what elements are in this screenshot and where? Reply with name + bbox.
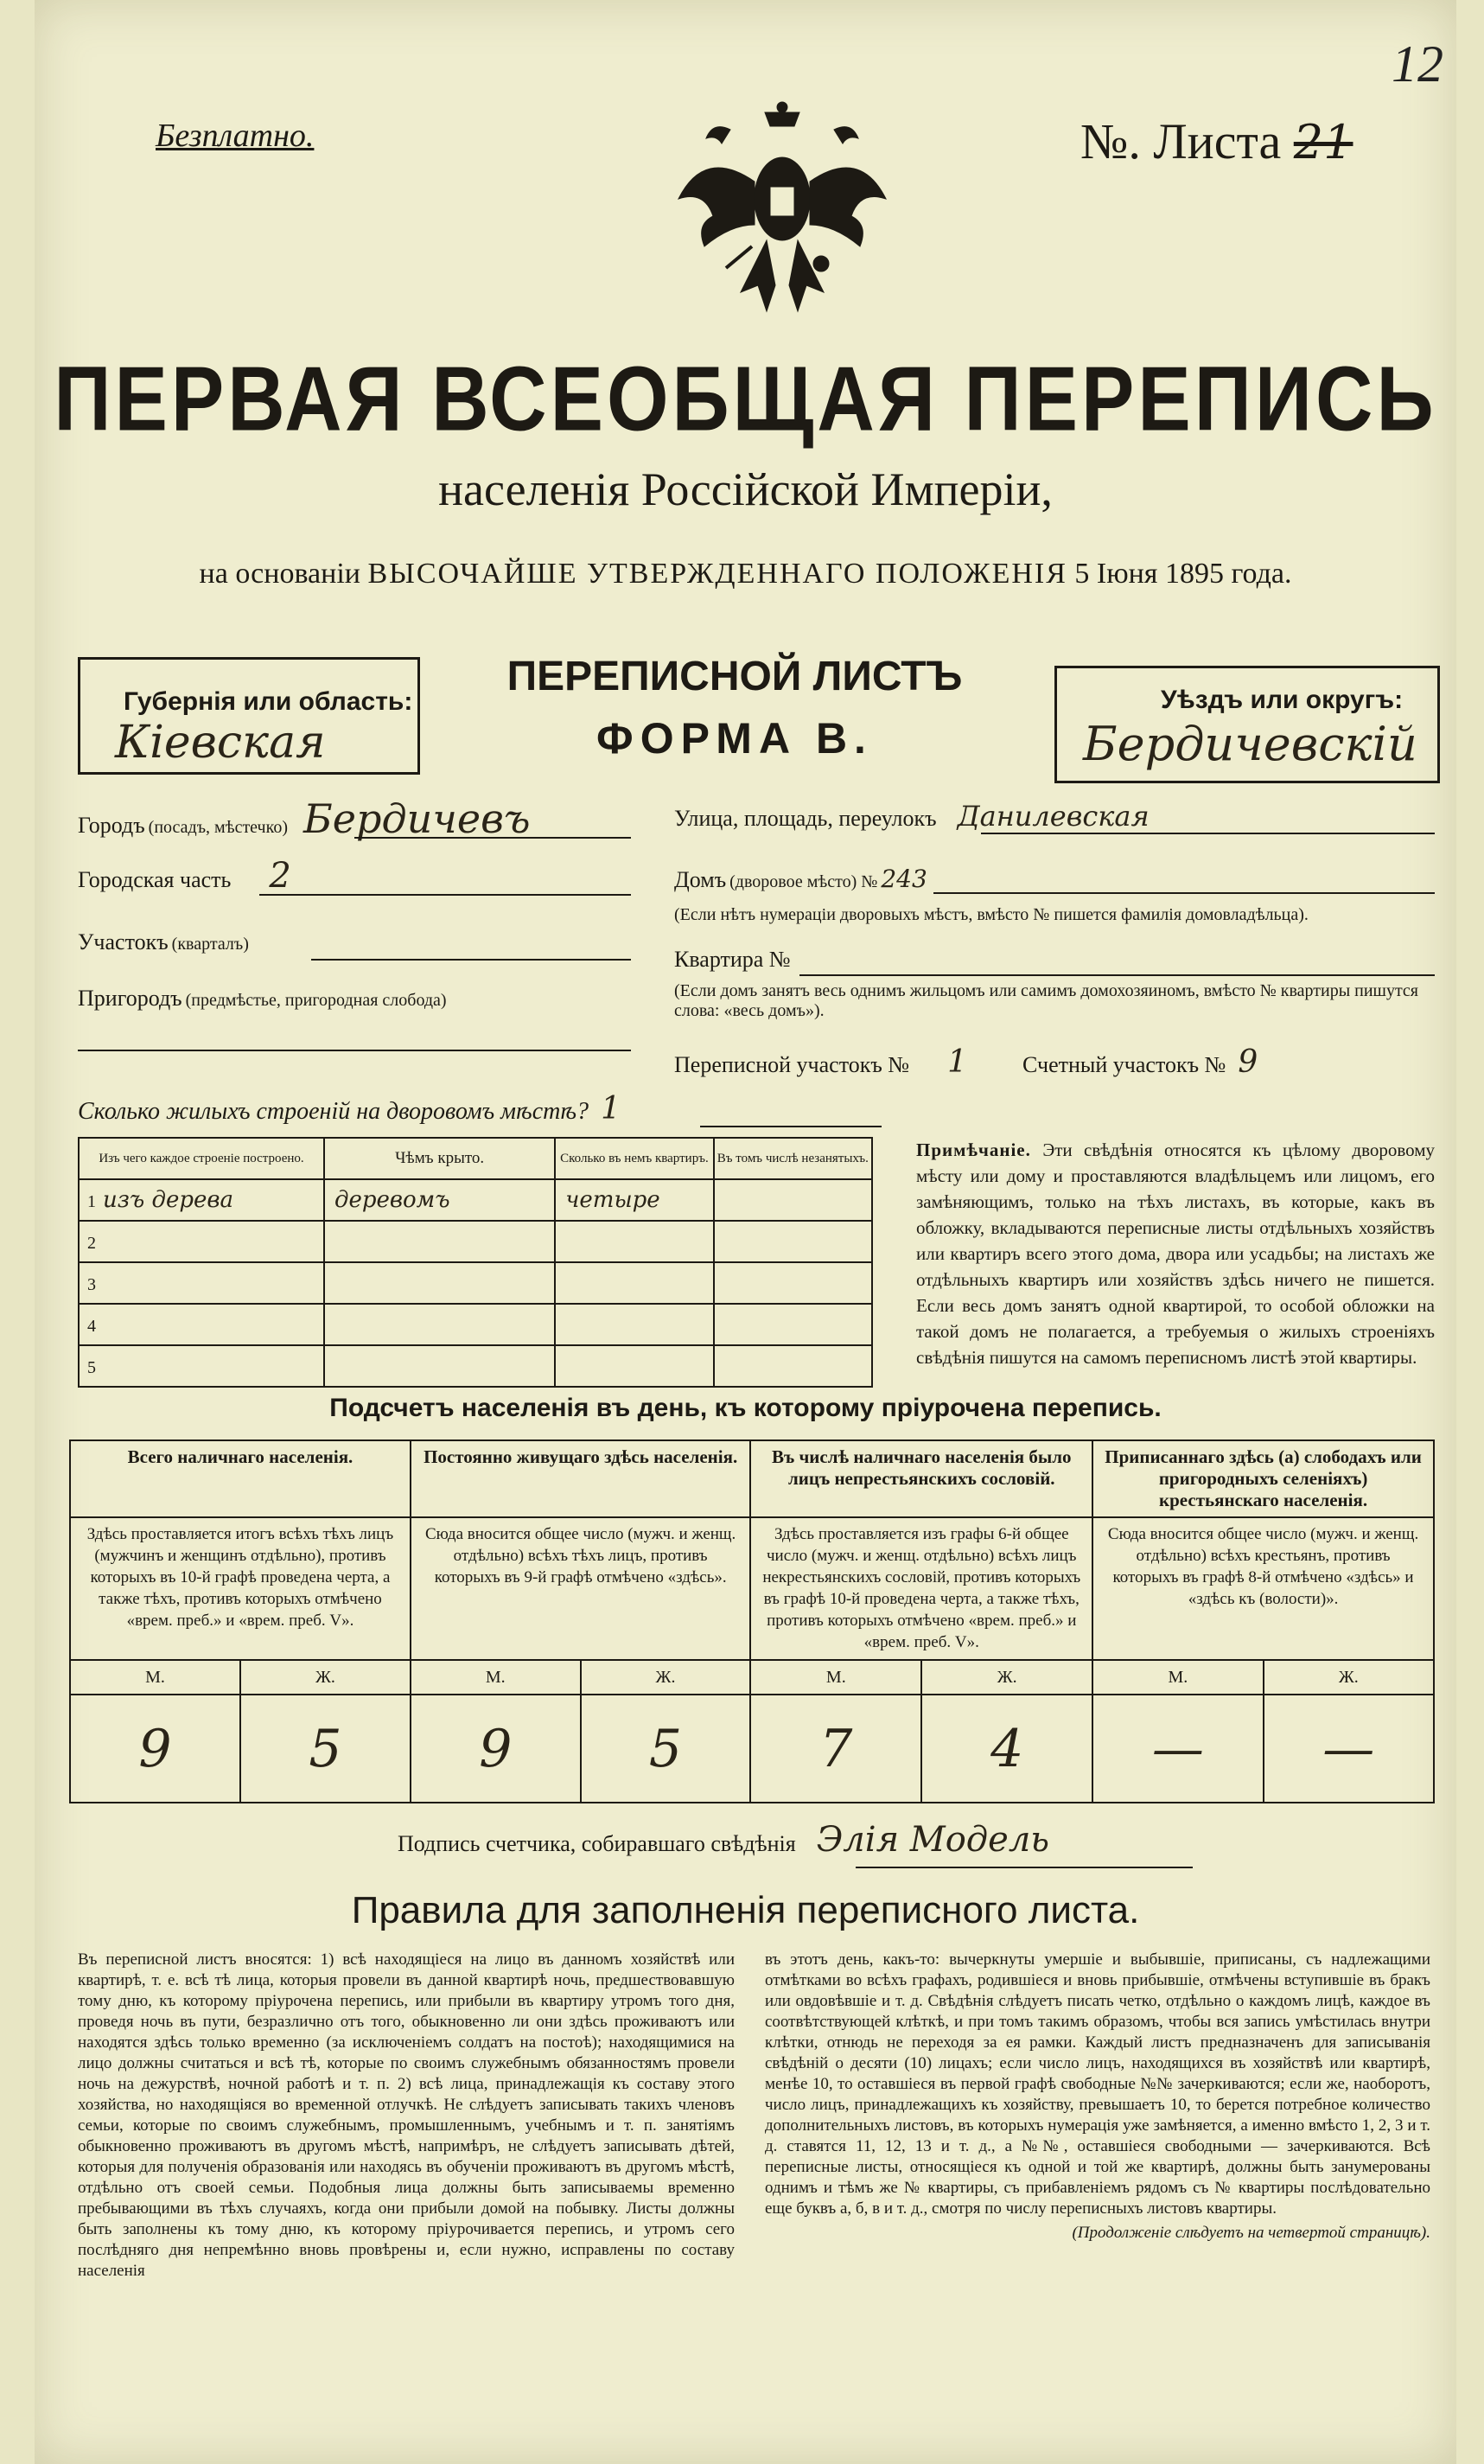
female-count: 5 xyxy=(240,1695,411,1803)
buildings-header: Сколько въ немъ квартиръ. xyxy=(555,1138,713,1179)
female-label: Ж. xyxy=(921,1660,1092,1695)
main-title: ПЕРВАЯ ВСЕОБЩАЯ ПЕРЕПИСЬ xyxy=(54,348,1437,450)
material-value: изъ дерева xyxy=(103,1187,234,1213)
city-field: Городъ (посадъ, мѣстечко) Бердичевъ xyxy=(78,795,631,842)
district-value: Бердичевскій xyxy=(1083,717,1417,771)
house-field: Домъ (дворовое мѣсто) № 243 (Если нѣтъ нумераціи дворовыхъ мѣстъ, вмѣсто № пишется фамилія домовладѣльца). xyxy=(674,865,1435,925)
street-value: Данилевская xyxy=(957,800,1150,833)
row-number: 3 xyxy=(87,1275,96,1294)
province-value: Кіевская xyxy=(115,717,326,769)
count-title: Подсчетъ населенія въ день, къ которому пріурочена перепись. xyxy=(329,1394,1162,1422)
male-count: — xyxy=(1092,1695,1263,1803)
count-column-description: Здѣсь проставляется изъ графы 6-й общее число (мужч. и женщ. отдѣльно) всѣхъ лицъ некрестьянскихъ сословій, противъ которыхъ въ графѣ 10-й проведена черта, а также тѣхъ, противъ которыхъ отмѣчено «врем. преб.» и «врем. преб. V». xyxy=(750,1517,1092,1660)
sheet-number-label: №. Листа xyxy=(1080,113,1282,169)
roof-value: деревомъ xyxy=(334,1187,450,1213)
imperial-eagle-emblem xyxy=(670,95,895,320)
subtitle: населенія Россійской Имперіи, xyxy=(438,463,1053,515)
city-value: Бердичевъ xyxy=(303,795,531,842)
population-count-table xyxy=(69,1439,1435,1803)
male-label: М. xyxy=(411,1660,581,1695)
enumerator-signature: Элія Модель xyxy=(816,1820,1050,1860)
female-count: 5 xyxy=(581,1695,751,1803)
female-count: — xyxy=(1264,1695,1434,1803)
city-part-value: 2 xyxy=(269,856,291,896)
buildings-answer: 1 xyxy=(601,1091,621,1127)
count-column-header: Постоянно живущаго здѣсь населенія. xyxy=(411,1440,750,1517)
legal-basis: на основаніи ВЫСОЧАЙШЕ УТВЕРЖДЕННАГО ПОЛОЖЕНІЯ 5 Іюня 1895 года. xyxy=(199,558,1292,590)
corner-mark: 12 xyxy=(1392,35,1443,93)
count-column-description: Сюда вносится общее число (мужч. и женщ. отдѣльно) всѣхъ крестьянъ, противъ которыхъ въ графѣ 8-й отмѣчено «здѣсь» и «здѣсь къ (волости)». xyxy=(1092,1517,1434,1660)
count-district-value: 9 xyxy=(1238,1044,1258,1080)
census-district-value: 1 xyxy=(947,1044,968,1080)
house-hint: (Если нѣтъ нумераціи дворовыхъ мѣстъ, вмѣсто № пишется фамилія домовладѣльца). xyxy=(674,905,1309,924)
female-label: Ж. xyxy=(240,1660,411,1695)
male-count: 9 xyxy=(411,1695,581,1803)
district-box xyxy=(1054,666,1440,783)
row-number: 2 xyxy=(87,1234,96,1253)
male-label: М. xyxy=(750,1660,921,1695)
suburb-field: Пригородъ (предмѣстье, пригородная слобода) xyxy=(78,986,631,1012)
note-text: Эти свѣдѣнія относятся къ цѣлому дворовому мѣсту или дому и проставляются владѣльцемъ или лицомъ, его замѣняющимъ, только на тѣхъ листахъ, въ которые, какъ въ обложку, вкладываются переписные листы отдѣльныхъ хозяйствъ или квартиръ всего этого дома, двора или усадьбы; на листахъ же отдѣльныхъ квартиръ или хозяйствъ здѣсь ничего не пишется. Если весь домъ занятъ одной квартирой, то особой обложки на такой домъ не полагается, а требуемыя о жилыхъ строеніяхъ свѣдѣнія пишутся на самомъ переписномъ листѣ этой квартиры. xyxy=(916,1139,1436,1368)
count-column-description: Сюда вносится общее число (мужч. и женщ. отдѣльно) всѣхъ тѣхъ лицъ, противъ которыхъ въ 9-й графѣ отмѣчено «здѣсь». xyxy=(411,1517,750,1660)
buildings-header: Въ томъ числѣ незанятыхъ. xyxy=(714,1138,872,1179)
province-label: Губернія или область: xyxy=(124,687,413,716)
house-value: 243 xyxy=(881,865,927,893)
free-label: Безплатно. xyxy=(156,118,315,154)
district-numbers: Переписной участокъ № 1 Счетный участокъ № 9 xyxy=(674,1044,1258,1080)
female-count: 4 xyxy=(921,1695,1092,1803)
male-count: 9 xyxy=(70,1695,240,1803)
count-column-header: Приписаннаго здѣсь (а) слободахъ или пригородныхъ селеніяхъ) крестьянскаго населенія. xyxy=(1092,1440,1434,1517)
street-field: Улица, площадь, переулокъ Данилевская xyxy=(674,800,1435,833)
district-label: Уѣздъ или округъ: xyxy=(1161,686,1404,714)
form-title: ПЕРЕПИСНОЙ ЛИСТЪ xyxy=(506,654,963,699)
signature-field: Подпись счетчика, собиравшаго свѣдѣнія Элія Модель xyxy=(398,1820,1435,1860)
province-box xyxy=(78,657,420,775)
city-part-field: Городская часть 2 xyxy=(78,856,631,896)
buildings-row xyxy=(79,1345,872,1387)
male-count: 7 xyxy=(750,1695,921,1803)
sheet-number xyxy=(1080,112,1353,170)
rules-continued: (Продолженіе слѣдуетъ на четвертой страницѣ). xyxy=(1072,2224,1430,2242)
buildings-row xyxy=(79,1179,872,1221)
row-number: 4 xyxy=(87,1317,96,1336)
plot-field: Участокъ (кварталъ) xyxy=(78,929,631,955)
male-label: М. xyxy=(70,1660,240,1695)
note xyxy=(916,1137,1435,1370)
row-number: 1 xyxy=(87,1192,96,1211)
rules-title: Правила для заполненія переписного листа. xyxy=(351,1889,1140,1931)
count-column-description: Здѣсь проставляется итогъ всѣхъ тѣхъ лицъ (мужчинъ и женщинъ отдѣльно), противъ которыхъ въ 10-й графѣ проведена черта, а также тѣхъ, противъ которыхъ отмѣчено «врем. преб.» и «врем. преб. V». xyxy=(70,1517,411,1660)
rules-right-column: въ этотъ день, какъ-то: вычеркнуты умершіе и выбывшіе, приписаны, съ надлежащими отмѣтками во всѣхъ графахъ, родившіеся и вновь прибывшіе, отмѣчены вступившіе въ бракъ или овдовѣвшіе и т. д. Свѣдѣнія слѣдуетъ писать четко, отдѣльно о каждомъ лицѣ, каждое въ соотвѣтствующей клѣткѣ, и при томъ такимъ образомъ, чтобы вся запись умѣстилась внутри клѣтки, отнюдь не переходя за ея рамки. Каждый листъ предназначенъ для записыванія свѣдѣній о десяти (10) лицахъ; если число лицъ, находящихся въ хозяйствѣ или квартирѣ, менѣе 10, то оставшіеся въ первой графѣ свободные №№ зачеркиваются; если же, наоборотъ, число лицъ, принадлежащихъ къ хозяйству, превышаетъ 10, то берется потребное количество дополнительныхъ листовъ, въ которыхъ нумерація уже замѣняется, а именно вмѣсто 1, 2, 3 и т. д. ставятся 11, 12, 13 и т. д., а №№, оставшіеся свободными — зачеркиваются. Всѣ переписные листы, относящіеся къ одной и той же квартирѣ, должны быть занумерованы однимъ и тѣмъ же № квартиры, съ прибавленіемъ рядомъ съ № квартиры послѣдовательно еще буквъ а, б, в и т. д., смотря по числу переписныхъ листовъ квартиры. (Продолженіе слѣдуетъ на четвертой страницѣ). xyxy=(765,1950,1430,2242)
female-label: Ж. xyxy=(1264,1660,1434,1695)
apartment-hint: (Если домъ занятъ весь однимъ жильцомъ или самимъ домохозяиномъ, вмѣсто № квартиры пишутся слова: «весь домъ»). xyxy=(674,981,1419,1020)
buildings-row xyxy=(79,1221,872,1262)
count-column-header: Всего наличнаго населенія. xyxy=(70,1440,411,1517)
census-sheet xyxy=(35,0,1456,2464)
form-subtitle: ФОРМА В. xyxy=(596,714,873,763)
count-column-header: Въ числѣ наличнаго населенія было лицъ непрестьянскихъ сословій. xyxy=(750,1440,1092,1517)
female-label: Ж. xyxy=(581,1660,751,1695)
buildings-header: Чѣмъ крыто. xyxy=(324,1138,555,1179)
buildings-question: Сколько жилыхъ строеній на дворовомъ мѣстѣ? 1 xyxy=(78,1091,882,1127)
buildings-header: Изъ чего каждое строеніе построено. xyxy=(79,1138,324,1179)
apartments-value: четыре xyxy=(565,1187,660,1213)
apartment-field: Квартира № (Если домъ занятъ весь однимъ жильцомъ или самимъ домохозяиномъ, вмѣсто № квартиры пишутся слова: «весь домъ»). xyxy=(674,947,1435,1021)
sheet-number-value: 21 xyxy=(1293,115,1353,169)
rules-left-column: Въ переписной листъ вносятся: 1) всѣ находящіеся на лицо въ данномъ хозяйствѣ или квартирѣ, т. е. всѣ тѣ лица, которыя провели въ данной квартирѣ ночь, предшествовавшую тому дню, къ которому пріурочена перепись, или прибыли въ квартиру утромъ того дня, проведя ночь въ пути, безразлично отъ того, обыкновенно ли они здѣсь проживаютъ или находятся здѣсь только временно (за исключеніемъ солдатъ на постоѣ); находящимися на лицо должны считаться и всѣ тѣ, которые по своимъ служебнымъ обязанностямъ провели ночь на дежурствѣ, ночной работѣ и т. п. 2) всѣ лица, принадлежащія къ составу этого хозяйства, но находящіяся во временной отлучкѣ. Не слѣдуетъ записывать такихъ членовъ семьи, которые по своимъ служебнымъ, промышленнымъ, учебнымъ и т. п. занятіямъ обыкновенно проживаютъ въ другомъ мѣстѣ, напримѣръ, не слѣдуетъ записывать дѣтей, которыя для полученія образованія или находясь въ обученіи проживаютъ въ другомъ мѣстѣ, отдѣльно отъ своей семьи. Подобныя лица должны быть записываемы временно пребывающими въ тѣхъ случаяхъ, когда они прибыли домой на побывку. Листы должны быть заполнены къ тому дню, къ которому пріурочивается перепись, и утромъ сего послѣдняго дня непремѣнно вновь провѣрены и, если нужно, исправлены по составу населенія xyxy=(78,1950,735,2280)
buildings-table xyxy=(78,1137,873,1388)
note-label: Примѣчаніе. xyxy=(916,1139,1031,1160)
male-label: М. xyxy=(1092,1660,1263,1695)
buildings-row xyxy=(79,1262,872,1304)
buildings-row xyxy=(79,1304,872,1345)
row-number: 5 xyxy=(87,1358,96,1377)
